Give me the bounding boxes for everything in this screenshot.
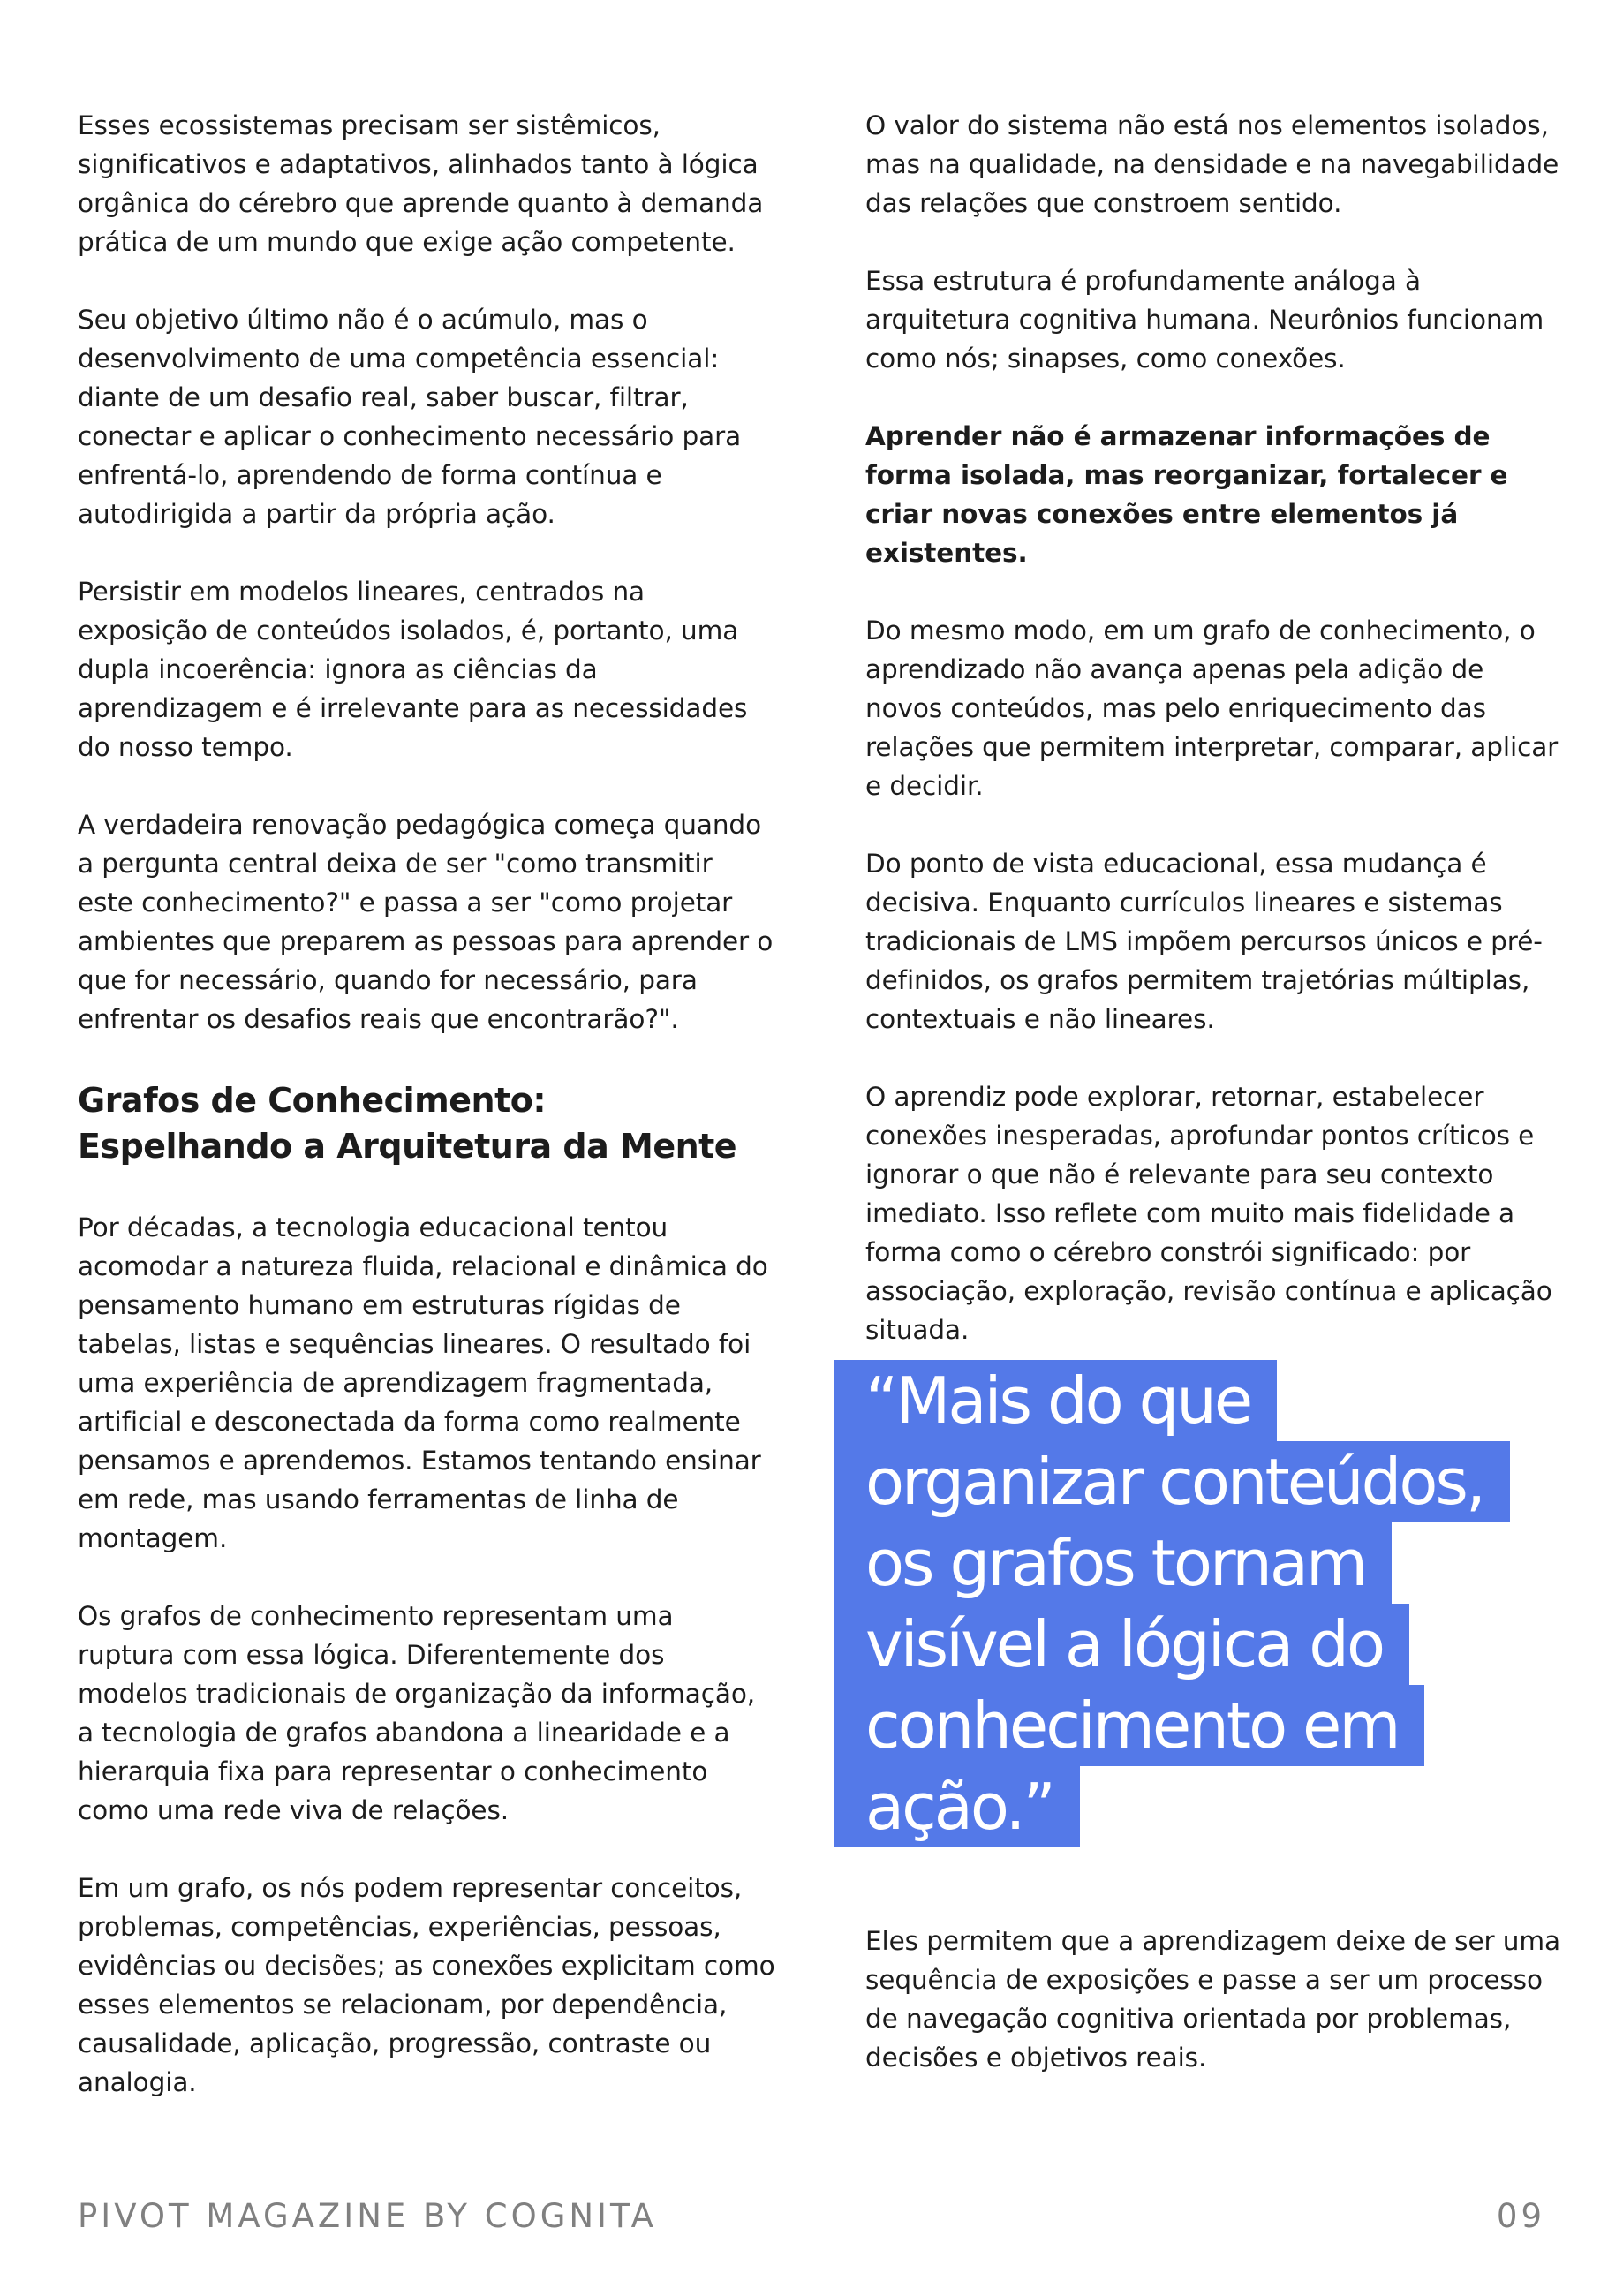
body-paragraph: Seu objetivo último não é o acúmulo, mas o desenvolvimento de uma competência essencial: diante de um desafio real, saber buscar, filtrar, conectar e aplicar o conhecimento necessário para enfrentá-lo, aprendendo de forma contínua e autodirigida a partir da própria ação. xyxy=(78,305,742,529)
body-paragraph: Em um grafo, os nós podem representar conceitos, problemas, competências, experiências, pessoas, evidências ou decisões; as conexões explicitam como esses elementos se relacionam, por dependência, causalidade, aplicação, progressão, contraste ou analogia. xyxy=(78,1873,775,2097)
emphasis-paragraph: Aprender não é armazenar informações de forma isolada, mas reorganizar, fortalecer e criar novas conexões entre elementos já existentes. xyxy=(865,421,1508,568)
page-footer xyxy=(78,2197,1545,2235)
right-column xyxy=(865,106,1563,1388)
left-column xyxy=(78,106,775,2141)
section-heading xyxy=(78,1077,775,1169)
body-paragraph: Os grafos de conhecimento representam uma ruptura com essa lógica. Diferentemente dos modelos tradicionais de organização da informação, a tecnologia de grafos abandona a linearidade e a hierarquia fixa para representar o conhecimento como uma rede viva de relações. xyxy=(78,1601,756,1825)
pull-quote-line: “Mais do que xyxy=(834,1360,1277,1441)
body-paragraph: Esses ecossistemas precisam ser sistêmicos, significativos e adaptativos, alinhados tanto à lógica orgânica do cérebro que aprende quanto à demanda prática de um mundo que exige ação competente. xyxy=(78,110,764,257)
body-paragraph: Persistir em modelos lineares, centrados na exposição de conteúdos isolados, é, portanto, uma dupla incoerência: ignora as ciências da aprendizagem e é irrelevante para as necessidades do nosso tempo. xyxy=(78,577,748,762)
page-number: 09 xyxy=(1496,2197,1545,2235)
body-paragraph: O valor do sistema não está nos elementos isolados, mas na qualidade, na densidade e na navegabilidade das relações que constroem sentido. xyxy=(865,110,1559,218)
body-paragraph: Essa estrutura é profundamente análoga à arquitetura cognitiva humana. Neurônios funcionam como nós; sinapses, como conexões. xyxy=(865,266,1544,374)
section-heading-line-1: Grafos de Conhecimento: xyxy=(78,1081,547,1120)
body-paragraph: Do ponto de vista educacional, essa mudança é decisiva. Enquanto currículos lineares e sistemas tradicionais de LMS impõem percursos únicos e pré-definidos, os grafos permitem trajetórias múltiplas, contextuais e não lineares. xyxy=(865,849,1543,1034)
body-paragraph: A verdadeira renovação pedagógica começa quando a pergunta central deixa de ser "como transmitir este conhecimento?" e passa a ser "como projetar ambientes que preparem as pessoas para aprender o que for necessário, quando for necessário, para enfrentar os desafios reais que encontrarão?". xyxy=(78,810,774,1034)
body-paragraph: Por décadas, a tecnologia educacional tentou acomodar a natureza fluida, relacional e dinâmica do pensamento humano em estruturas rígidas de tabelas, listas e sequências lineares. O resultado foi uma experiência de aprendizagem fragmentada, artificial e desconectada da forma como realmente pensamos e aprendemos. Estamos tentando ensinar em rede, mas usando ferramentas de linha de montagem. xyxy=(78,1212,768,1553)
pull-quote-line: ação.” xyxy=(834,1766,1080,1847)
section-heading-line-2: Espelhando a Arquitetura da Mente xyxy=(78,1127,737,1166)
pull-quote-line: visível a lógica do xyxy=(834,1604,1409,1685)
body-paragraph: Do mesmo modo, em um grafo de conhecimento, o aprendizado não avança apenas pela adição de novos conteúdos, mas pelo enriquecimento das relações que permitem interpretar, comparar, aplicar e decidir. xyxy=(865,616,1559,801)
pull-quote xyxy=(834,1360,1522,1847)
body-paragraph: Eles permitem que a aprendizagem deixe de ser uma sequência de exposições e passe a ser um processo de navegação cognitiva orientada por problemas, decisões e objetivos reais. xyxy=(865,1926,1561,2073)
body-paragraph: O aprendiz pode explorar, retornar, estabelecer conexões inesperadas, aprofundar pontos críticos e ignorar o que não é relevante para seu contexto imediato. Isso reflete com muito mais fidelidade a forma como o cérebro constrói significado: por associação, exploração, revisão contínua e aplicação situada. xyxy=(865,1082,1552,1345)
publication-name: PIVOT MAGAZINE BY COGNITA xyxy=(78,2197,657,2235)
pull-quote-line: os grafos tornam xyxy=(834,1522,1392,1604)
pull-quote-line: conhecimento em xyxy=(834,1685,1424,1766)
pull-quote-line: organizar conteúdos, xyxy=(834,1441,1510,1522)
